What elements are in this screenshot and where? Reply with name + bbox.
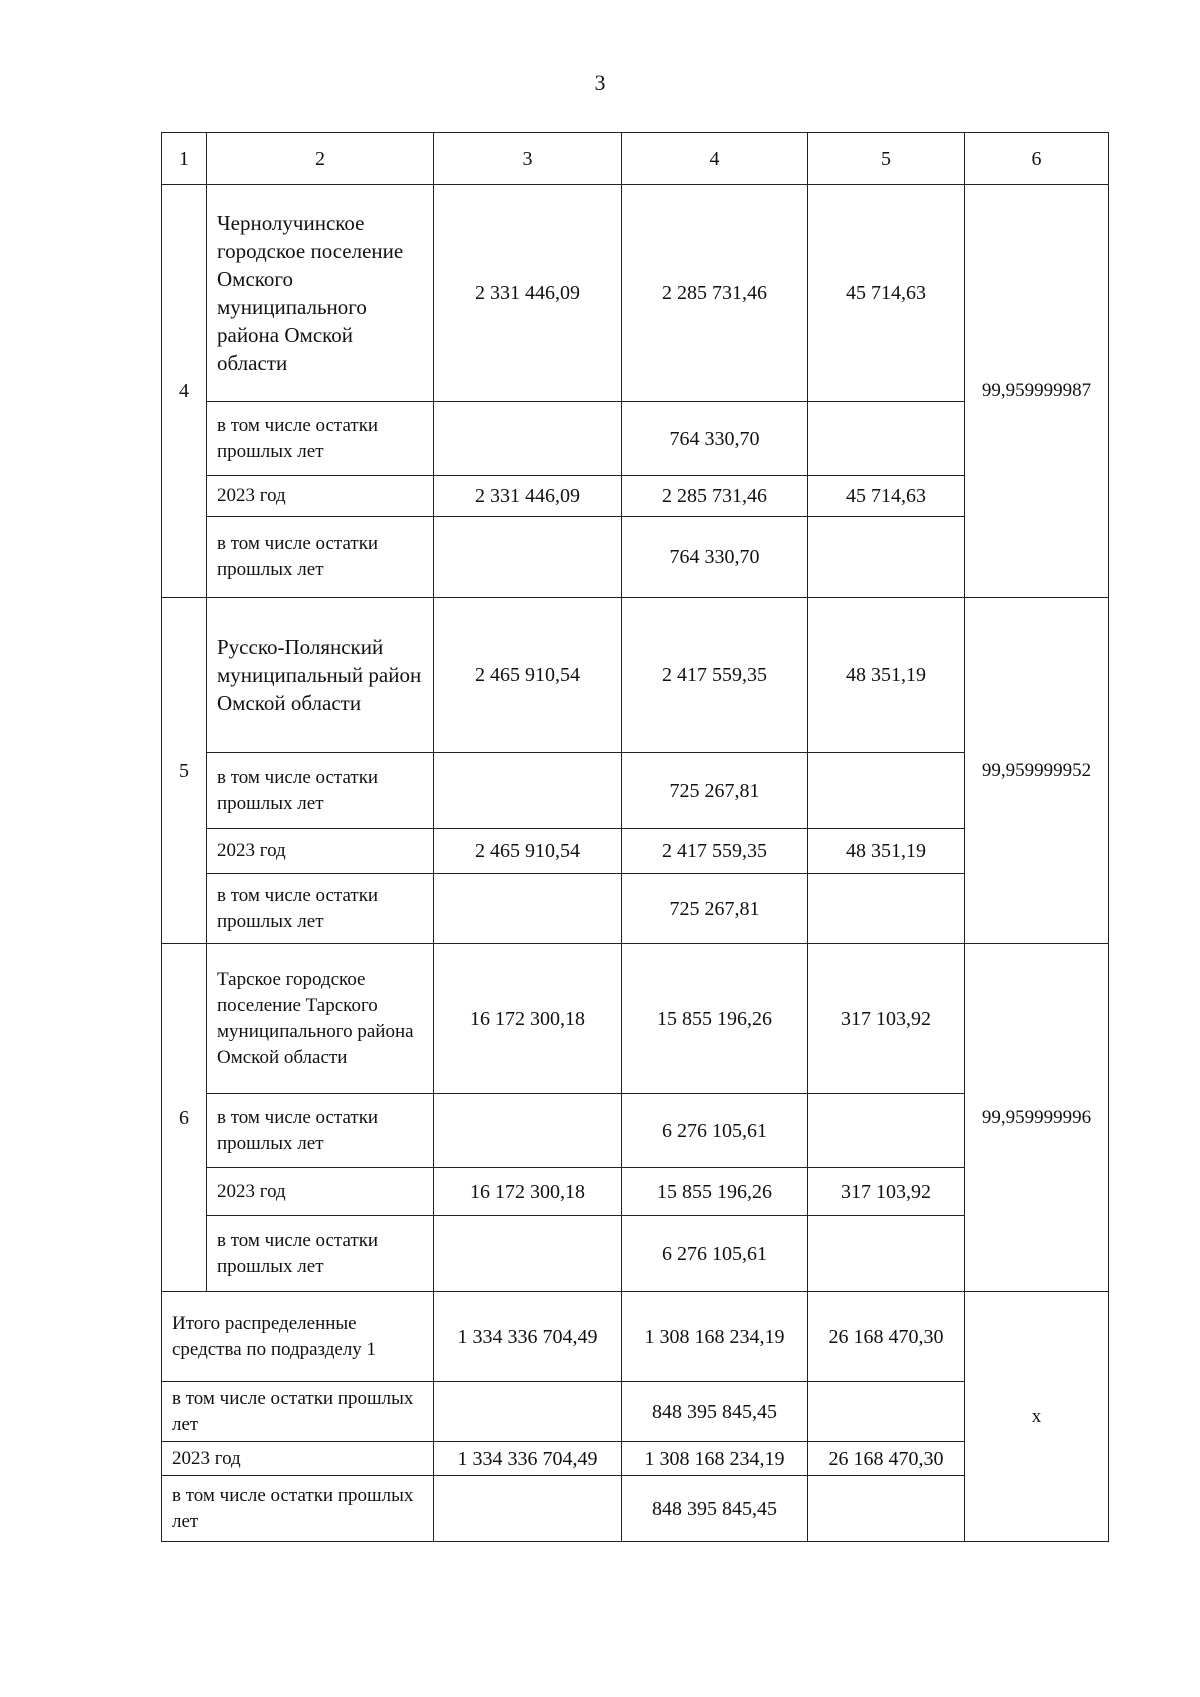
col5-value <box>808 1094 965 1168</box>
row-label: в том числе остатки прошлых лет <box>207 1216 434 1292</box>
group-index: 5 <box>162 598 207 944</box>
col4-value: 725 267,81 <box>622 874 808 944</box>
row-label: 2023 год <box>207 1168 434 1216</box>
col5-value: 48 351,19 <box>808 829 965 874</box>
col4-value: 848 395 845,45 <box>622 1382 808 1442</box>
municipality-name: Тарское городское поселение Тарского муниципального района Омской области <box>207 944 434 1094</box>
col3-value: 16 172 300,18 <box>434 1168 622 1216</box>
col4-value: 764 330,70 <box>622 517 808 598</box>
col5-value: 45 714,63 <box>808 185 965 402</box>
col5-value <box>808 402 965 476</box>
col4-value: 6 276 105,61 <box>622 1094 808 1168</box>
col4-value: 2 285 731,46 <box>622 185 808 402</box>
col4-value: 6 276 105,61 <box>622 1216 808 1292</box>
row-label: 2023 год <box>207 476 434 517</box>
table-row <box>162 944 1109 1094</box>
col3-value <box>434 1476 622 1542</box>
table-row <box>162 598 1109 753</box>
col3-value: 1 334 336 704,49 <box>434 1292 622 1382</box>
col3-value <box>434 1094 622 1168</box>
col4-value: 1 308 168 234,19 <box>622 1292 808 1382</box>
col4-value: 725 267,81 <box>622 753 808 829</box>
header-cell-3: 3 <box>434 133 622 185</box>
col3-value <box>434 517 622 598</box>
row-label: в том числе остатки прошлых лет <box>207 402 434 476</box>
col4-value: 1 308 168 234,19 <box>622 1442 808 1476</box>
col5-value <box>808 1476 965 1542</box>
col3-value <box>434 874 622 944</box>
col5-value <box>808 753 965 829</box>
col5-value <box>808 1216 965 1292</box>
col3-value <box>434 1216 622 1292</box>
col3-value <box>434 753 622 829</box>
col3-value <box>434 402 622 476</box>
municipality-name: Русско-Полянский муниципальный район Омской области <box>207 598 434 753</box>
group-index: 4 <box>162 185 207 598</box>
row-label: в том числе остатки прошлых лет <box>207 1094 434 1168</box>
group-percent: 99,959999996 <box>965 944 1109 1292</box>
col5-value: 45 714,63 <box>808 476 965 517</box>
col4-value: 2 417 559,35 <box>622 598 808 753</box>
col5-value: 317 103,92 <box>808 944 965 1094</box>
col4-value: 15 855 196,26 <box>622 1168 808 1216</box>
header-cell-1: 1 <box>162 133 207 185</box>
col3-value: 1 334 336 704,49 <box>434 1442 622 1476</box>
col4-value: 2 285 731,46 <box>622 476 808 517</box>
col5-value: 317 103,92 <box>808 1168 965 1216</box>
page-number: 3 <box>594 70 606 95</box>
table-row <box>162 185 1109 402</box>
col5-value: 26 168 470,30 <box>808 1292 965 1382</box>
header-cell-4: 4 <box>622 133 808 185</box>
municipality-name: Чернолучинское городское поселение Омского муниципального района Омской области <box>207 185 434 402</box>
col5-value: 48 351,19 <box>808 598 965 753</box>
header-cell-2: 2 <box>207 133 434 185</box>
row-label: в том числе остатки прошлых лет <box>207 517 434 598</box>
group-index: 6 <box>162 944 207 1292</box>
col3-value: 2 331 446,09 <box>434 476 622 517</box>
col3-value <box>434 1382 622 1442</box>
group-percent: 99,959999952 <box>965 598 1109 944</box>
col5-value <box>808 874 965 944</box>
col4-value: 15 855 196,26 <box>622 944 808 1094</box>
header-row <box>162 133 1109 185</box>
row-label: в том числе остатки прошлых лет <box>162 1382 434 1442</box>
total-mark: x <box>965 1292 1109 1542</box>
col3-value: 2 465 910,54 <box>434 829 622 874</box>
col3-value: 16 172 300,18 <box>434 944 622 1094</box>
col3-value: 2 465 910,54 <box>434 598 622 753</box>
col5-value: 26 168 470,30 <box>808 1442 965 1476</box>
col4-value: 848 395 845,45 <box>622 1476 808 1542</box>
row-label: в том числе остатки прошлых лет <box>207 753 434 829</box>
header-cell-5: 5 <box>808 133 965 185</box>
row-label: в том числе остатки прошлых лет <box>162 1476 434 1542</box>
distribution-table <box>161 132 1109 1542</box>
col3-value: 2 331 446,09 <box>434 185 622 402</box>
col4-value: 2 417 559,35 <box>622 829 808 874</box>
col5-value <box>808 517 965 598</box>
col4-value: 764 330,70 <box>622 402 808 476</box>
total-row <box>162 1292 1109 1382</box>
group-percent: 99,959999987 <box>965 185 1109 598</box>
header-cell-6: 6 <box>965 133 1109 185</box>
row-label: 2023 год <box>162 1442 434 1476</box>
row-label: в том числе остатки прошлых лет <box>207 874 434 944</box>
col5-value <box>808 1382 965 1442</box>
row-label: 2023 год <box>207 829 434 874</box>
total-label: Итого распределенные средства по подразделу 1 <box>162 1292 434 1382</box>
